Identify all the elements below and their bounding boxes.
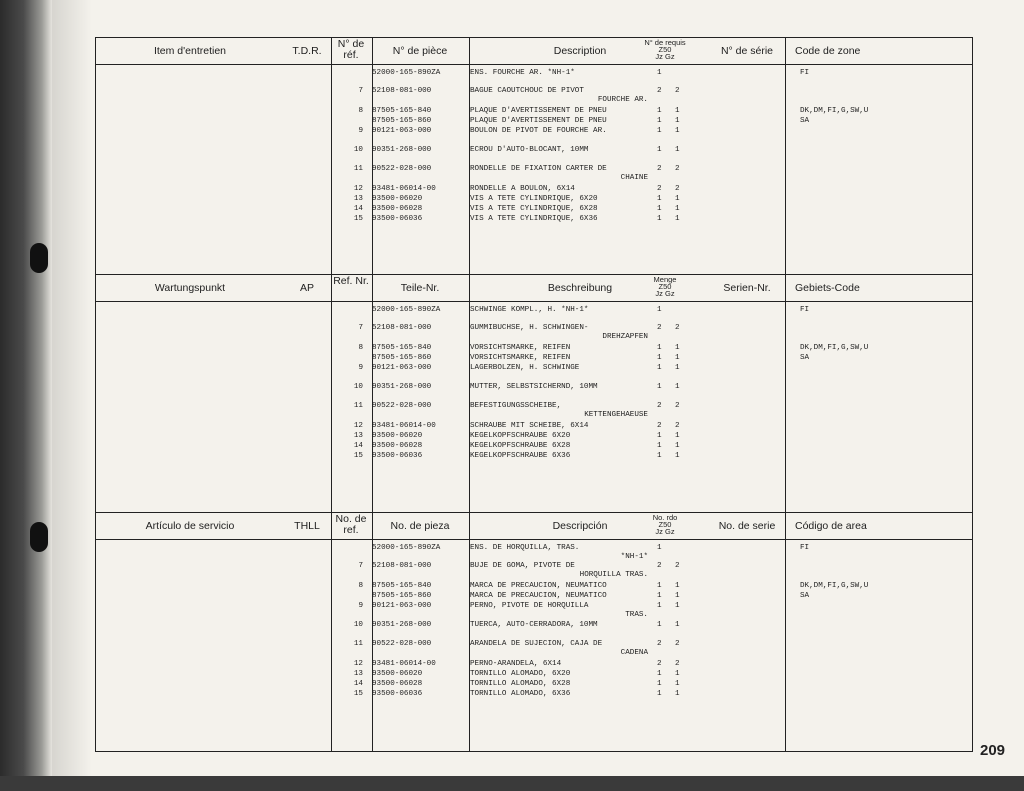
part-number: 90351-268-000 [372, 621, 432, 629]
part-description: ARANDELA DE SUJECION, CAJA DE [470, 640, 603, 648]
table-row [95, 669, 972, 679]
qty-gz: 1 [675, 354, 680, 362]
part-description: GUMMIBUCHSE, H. SCHWINGEN- [470, 324, 589, 332]
part-description: VIS A TETE CYLINDRIQUE, 6X36 [470, 215, 598, 223]
part-description: ENS. FOURCHE AR. *NH-1* [470, 69, 575, 77]
qty-jz: 2 [657, 660, 662, 668]
ref-number: 14 [353, 680, 363, 688]
qty-gz: 1 [675, 442, 680, 450]
qty-jz: 1 [657, 442, 662, 450]
table-row-continuation [95, 95, 972, 105]
part-number: 90121-063-000 [372, 364, 432, 372]
qty-gz: 2 [675, 422, 680, 430]
ref-number: 13 [353, 432, 363, 440]
qty-jz: 2 [657, 87, 662, 95]
qty-gz: 1 [675, 146, 680, 154]
qty-jz: 1 [657, 306, 662, 314]
part-description-continued: KETTENGEHAEUSE [584, 411, 648, 419]
col-qty-model: Z50 [658, 45, 672, 54]
ref-number: 15 [353, 690, 363, 698]
part-number: 93500-06036 [372, 690, 423, 698]
qty-jz: 1 [657, 582, 662, 590]
qty-gz: 2 [675, 185, 680, 193]
col-qty-sub: Jz Gz [655, 52, 675, 61]
qty-jz: 2 [657, 185, 662, 193]
col-code: AP [299, 282, 314, 294]
col-part: Teile-Nr. [400, 282, 440, 294]
qty-gz: 1 [675, 432, 680, 440]
qty-gz: 2 [675, 324, 680, 332]
qty-jz: 1 [657, 364, 662, 372]
col-desc: Descripción [552, 520, 608, 532]
col-item: Artículo de servicio [145, 520, 235, 532]
part-number: 93500-06036 [372, 215, 423, 223]
qty-jz: 1 [657, 690, 662, 698]
binder-spine [0, 0, 52, 791]
col-code: T.D.R. [292, 45, 322, 57]
table-row [95, 194, 972, 204]
table-row [95, 353, 972, 363]
part-description: LAGERBOLZEN, H. SCHWINGE [470, 364, 580, 372]
part-number: 93481-06014-00 [372, 185, 436, 193]
ref-number: 8 [358, 582, 363, 590]
part-number: 52108-081-000 [372, 562, 432, 570]
ref-number: 7 [358, 562, 363, 570]
page-gutter-shadow [52, 0, 92, 791]
ref-number: 13 [353, 670, 363, 678]
col-qty-model: Z50 [658, 282, 672, 291]
qty-jz: 1 [657, 69, 662, 77]
section-header [95, 37, 972, 65]
area-code: FI [800, 69, 810, 77]
qty-gz: 1 [675, 452, 680, 460]
qty-gz: 1 [675, 107, 680, 115]
ref-number: 10 [353, 146, 363, 154]
table-row [95, 68, 972, 78]
qty-gz: 1 [675, 690, 680, 698]
part-description: TUERCA, AUTO-CERRADORA, 10MM [470, 621, 598, 629]
qty-gz: 1 [675, 344, 680, 352]
col-qty-sub: Jz Gz [655, 289, 675, 298]
ref-number: 8 [358, 107, 363, 115]
col-zone: Código de area [795, 520, 867, 532]
qty-jz: 2 [657, 422, 662, 430]
part-description: ENS. DE HORQUILLA, TRAS. [470, 544, 580, 552]
part-description: TORNILLO ALOMADO, 6X28 [470, 680, 571, 688]
part-description: PERNO-ARANDELA, 6X14 [470, 660, 562, 668]
table-row [95, 679, 972, 689]
qty-jz: 1 [657, 670, 662, 678]
table-row [95, 421, 972, 431]
qty-jz: 1 [657, 344, 662, 352]
table-row [95, 116, 972, 126]
qty-gz: 1 [675, 117, 680, 125]
table-row [95, 591, 972, 601]
part-description: KEGELKOPFSCHRAUBE 6X20 [470, 432, 571, 440]
part-number: 52108-081-000 [372, 87, 432, 95]
part-number: 87505-165-860 [372, 117, 432, 125]
ref-number: 9 [358, 127, 363, 135]
qty-gz: 1 [675, 364, 680, 372]
part-number: 87505-165-840 [372, 582, 432, 590]
part-number: 90351-268-000 [372, 146, 432, 154]
qty-gz: 1 [675, 215, 680, 223]
part-number: 90522-028-000 [372, 402, 432, 410]
part-number: 93500-06020 [372, 432, 423, 440]
part-number: 52000-165-890ZA [372, 69, 441, 77]
part-number: 90522-028-000 [372, 640, 432, 648]
qty-gz: 1 [675, 195, 680, 203]
col-serial: N° de série [720, 45, 774, 57]
qty-gz: 1 [675, 592, 680, 600]
part-description: MUTTER, SELBSTSICHERND, 10MM [470, 383, 598, 391]
area-code: SA [800, 117, 810, 125]
ref-number: 15 [353, 215, 363, 223]
table-row-continuation [95, 570, 972, 580]
part-description: VORSICHTSMARKE, REIFEN [470, 344, 571, 352]
ref-number: 12 [353, 185, 363, 193]
area-code: DK,DM,FI,G,SW,U [800, 344, 869, 352]
parts-section [95, 37, 972, 275]
ref-number: 11 [353, 402, 363, 410]
qty-jz: 2 [657, 640, 662, 648]
col-part: No. de pieza [390, 520, 450, 532]
col-item: Item d'entretien [153, 45, 227, 57]
col-part: N° de pièce [392, 45, 448, 57]
part-number: 93481-06014-00 [372, 660, 436, 668]
qty-jz: 2 [657, 562, 662, 570]
qty-jz: 1 [657, 602, 662, 610]
binder-hole [30, 522, 48, 552]
area-code: FI [800, 544, 810, 552]
area-code: DK,DM,FI,G,SW,U [800, 582, 869, 590]
qty-jz: 1 [657, 195, 662, 203]
qty-jz: 1 [657, 146, 662, 154]
qty-gz: 2 [675, 640, 680, 648]
table-row [95, 382, 972, 392]
part-description: RONDELLE DE FIXATION CARTER DE [470, 165, 607, 173]
table-row-continuation [95, 410, 972, 420]
qty-gz: 1 [675, 383, 680, 391]
parts-section [95, 512, 972, 750]
col-item: Wartungspunkt [154, 282, 226, 294]
table-row [95, 620, 972, 630]
qty-jz: 1 [657, 432, 662, 440]
part-description: VIS A TETE CYLINDRIQUE, 6X20 [470, 195, 598, 203]
part-number: 93500-06020 [372, 195, 423, 203]
qty-jz: 1 [657, 354, 662, 362]
ref-number: 10 [353, 621, 363, 629]
part-description: TORNILLO ALOMADO, 6X36 [470, 690, 571, 698]
table-row [95, 441, 972, 451]
col-code: THLL [294, 520, 320, 532]
part-number: 93500-06036 [372, 452, 423, 460]
area-code: FI [800, 306, 810, 314]
ref-number: 12 [353, 660, 363, 668]
part-number: 90121-063-000 [372, 127, 432, 135]
table-row-continuation [95, 610, 972, 620]
table-row [95, 214, 972, 224]
ref-number: 15 [353, 452, 363, 460]
qty-gz: 2 [675, 165, 680, 173]
ref-number: 14 [353, 442, 363, 450]
table-row [95, 363, 972, 373]
part-description-continued: CADENA [620, 649, 648, 657]
table-row [95, 145, 972, 155]
qty-gz: 1 [675, 582, 680, 590]
part-description-continued: *NH-1* [620, 553, 648, 561]
part-description: SCHWINGE KOMPL., H. *NH-1* [470, 306, 589, 314]
section-header [95, 512, 972, 540]
col-qty-title: N° de requis [644, 38, 686, 47]
scan-edge [0, 776, 1024, 791]
qty-gz: 2 [675, 660, 680, 668]
part-number: 87505-165-860 [372, 354, 432, 362]
ref-number: 9 [358, 364, 363, 372]
part-description: KEGELKOPFSCHRAUBE 6X28 [470, 442, 571, 450]
part-number: 87505-165-860 [372, 592, 432, 600]
binder-hole [30, 243, 48, 273]
part-number: 90121-063-000 [372, 602, 432, 610]
part-number: 87505-165-840 [372, 344, 432, 352]
table-row [95, 126, 972, 136]
qty-gz: 2 [675, 402, 680, 410]
part-description-continued: FOURCHE AR. [597, 96, 648, 104]
qty-gz: 1 [675, 670, 680, 678]
qty-gz: 2 [675, 87, 680, 95]
qty-gz: 1 [675, 621, 680, 629]
col-zone: Gebiets-Code [795, 282, 860, 294]
part-number: 52000-165-890ZA [372, 544, 441, 552]
part-description: ECROU D'AUTO-BLOCANT, 10MM [470, 146, 589, 154]
ref-number: 11 [353, 165, 363, 173]
table-row [95, 581, 972, 591]
parts-section [95, 274, 972, 512]
qty-jz: 1 [657, 117, 662, 125]
part-description: MARCA DE PRECAUCION, NEUMATICO [470, 592, 607, 600]
area-code: SA [800, 354, 810, 362]
table-row-continuation [95, 648, 972, 658]
col-serial: Serien-Nr. [723, 282, 771, 294]
qty-gz: 1 [675, 205, 680, 213]
part-description: SCHRAUBE MIT SCHEIBE, 6X14 [470, 422, 589, 430]
col-ref: No. de ref. [335, 513, 367, 536]
qty-jz: 2 [657, 324, 662, 332]
qty-jz: 1 [657, 215, 662, 223]
part-description: PLAQUE D'AVERTISSEMENT DE PNEU [470, 107, 607, 115]
qty-jz: 1 [657, 544, 662, 552]
qty-gz: 1 [675, 680, 680, 688]
col-desc: Description [553, 45, 607, 57]
table-row [95, 184, 972, 194]
part-description: BUJE DE GOMA, PIVOTE DE [470, 562, 575, 570]
qty-gz: 2 [675, 562, 680, 570]
part-description-continued: DREHZAPFEN [602, 333, 648, 341]
table-row [95, 431, 972, 441]
part-description: PLAQUE D'AVERTISSEMENT DE PNEU [470, 117, 607, 125]
part-description: MARCA DE PRECAUCION, NEUMATICO [470, 582, 607, 590]
section-header [95, 274, 972, 302]
col-qty-title: Menge [653, 275, 677, 284]
part-description: RONDELLE A BOULON, 6X14 [470, 185, 575, 193]
part-number: 87505-165-840 [372, 107, 432, 115]
col-desc: Beschreibung [547, 282, 613, 294]
part-number: 90522-028-000 [372, 165, 432, 173]
qty-jz: 1 [657, 621, 662, 629]
part-description: VIS A TETE CYLINDRIQUE, 6X28 [470, 205, 598, 213]
col-ref: Ref. Nr. [333, 275, 369, 287]
qty-jz: 1 [657, 592, 662, 600]
part-description: VORSICHTSMARKE, REIFEN [470, 354, 571, 362]
page-number: 209 [980, 742, 1006, 759]
ref-number: 7 [358, 324, 363, 332]
part-description: TORNILLO ALOMADO, 6X20 [470, 670, 571, 678]
table-row [95, 689, 972, 699]
qty-jz: 2 [657, 402, 662, 410]
area-code: DK,DM,FI,G,SW,U [800, 107, 869, 115]
table-row [95, 204, 972, 214]
part-description: BAGUE CAOUTCHOUC DE PIVOT [470, 87, 584, 95]
col-qty-title: No. rdo [652, 513, 678, 522]
table-row [95, 343, 972, 353]
ref-number: 14 [353, 205, 363, 213]
part-description: PERNO, PIVOTE DE HORQUILLA [470, 602, 589, 610]
ref-number: 9 [358, 602, 363, 610]
qty-jz: 2 [657, 165, 662, 173]
qty-jz: 1 [657, 127, 662, 135]
qty-jz: 1 [657, 680, 662, 688]
part-number: 93500-06028 [372, 680, 423, 688]
part-description-continued: CHAINE [620, 174, 648, 182]
part-number: 93500-06028 [372, 205, 423, 213]
qty-jz: 1 [657, 383, 662, 391]
area-code: SA [800, 592, 810, 600]
table-row [95, 106, 972, 116]
part-description: KEGELKOPFSCHRAUBE 6X36 [470, 452, 571, 460]
col-zone: Code de zone [795, 45, 861, 57]
ref-number: 8 [358, 344, 363, 352]
table-row-continuation [95, 332, 972, 342]
ref-number: 11 [353, 640, 363, 648]
qty-gz: 1 [675, 602, 680, 610]
part-number: 90351-268-000 [372, 383, 432, 391]
part-number: 52000-165-890ZA [372, 306, 441, 314]
col-ref: N° de réf. [337, 38, 365, 61]
part-number: 93500-06020 [372, 670, 423, 678]
part-number: 52108-081-000 [372, 324, 432, 332]
part-description-continued: HORQUILLA TRAS. [579, 571, 648, 579]
table-row [95, 451, 972, 461]
qty-jz: 1 [657, 205, 662, 213]
ref-number: 13 [353, 195, 363, 203]
qty-jz: 1 [657, 107, 662, 115]
col-qty-sub: Jz Gz [655, 527, 675, 536]
part-description: BOULON DE PIVOT DE FOURCHE AR. [470, 127, 607, 135]
part-number: 93500-06028 [372, 442, 423, 450]
ref-number: 10 [353, 383, 363, 391]
table-row [95, 305, 972, 315]
qty-gz: 1 [675, 127, 680, 135]
table-row [95, 659, 972, 669]
part-description: BEFESTIGUNGSSCHEIBE, [470, 402, 562, 410]
ref-number: 12 [353, 422, 363, 430]
part-description-continued: TRAS. [625, 611, 648, 619]
part-number: 93481-06014-00 [372, 422, 436, 430]
col-qty-model: Z50 [658, 520, 672, 529]
table-row-continuation [95, 173, 972, 183]
qty-jz: 1 [657, 452, 662, 460]
col-serial: No. de serie [718, 520, 776, 532]
ref-number: 7 [358, 87, 363, 95]
